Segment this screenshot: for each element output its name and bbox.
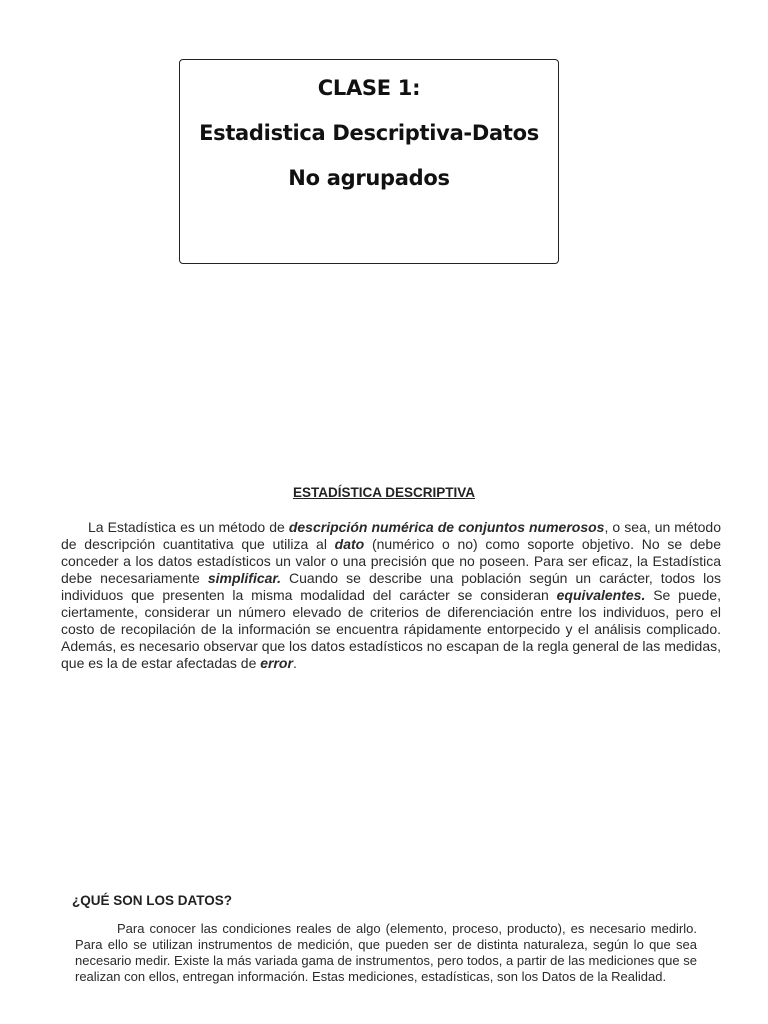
text-run: Cuando se describe una población según un carácter, todos los individuos que presenten la misma modalidad del carácter se consideran [61,570,721,603]
emphasis-text: simplificar. [207,570,281,586]
text-run: . [292,655,297,671]
emphasis-text: descripción numérica de conjuntos numerosos [288,519,605,535]
section-heading-estadistica: ESTADÍSTICA DESCRIPTIVA [292,485,475,500]
emphasis-text: dato [334,536,365,552]
title-line-subject: Estadistica Descriptiva-Datos [199,121,539,145]
text-run: (numérico o no) como soporte objetivo. No se debe conceder a los datos estadísticos un valor o una precisión que no poseen. Para ser eficaz, la Estadística debe necesariamente [61,536,722,586]
text-run: La Estadística es un método de [88,519,289,535]
text-run: Para conocer las condiciones reales de algo (elemento, proceso, producto), es necesario medirlo. Para ello se utilizan instrumentos de medición, que pueden ser de distinta naturaleza, según lo que sea necesario medir. Existe la más variada gama de instrumentos, pero todos, a partir de las mediciones que se realizan con ellos, entregan información. Estas mediciones, estadísticas, son los Datos de la Realidad. [75,921,697,984]
title-line-topic: No agrupados [288,166,450,190]
paragraph-datos [75,921,697,985]
title-box [179,59,559,264]
title-line-class: CLASE 1: [317,76,421,100]
text-run: Se puede, ciertamente, considerar un número elevado de criterios de diferenciación entre los individuos, pero el costo de recopilación de la información se encuentra rápidamente entorpecido y el análisis complicado. Además, es necesario observar que los datos estadísticos no escapan de la regla general de las medidas, que es la de estar afectadas de [61,587,721,671]
paragraph-estadistica [61,519,721,672]
emphasis-text: error [260,655,293,671]
text-run: , o sea, un método de descripción cuantitativa que utiliza al [61,519,721,552]
section-heading-datos: ¿QUÉ SON LOS DATOS? [72,893,233,908]
emphasis-text: equivalentes. [556,587,646,603]
